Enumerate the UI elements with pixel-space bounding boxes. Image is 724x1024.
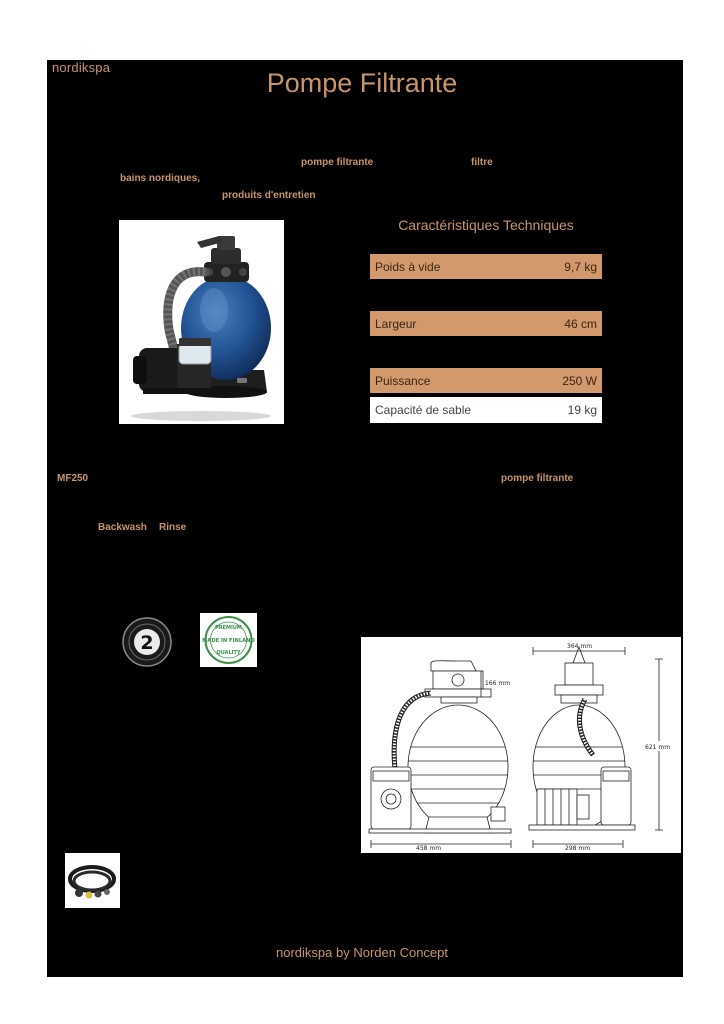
dim-valve-height: 166 mm <box>485 680 511 687</box>
hose-kit-image <box>65 853 120 908</box>
hose-kit-photo <box>65 853 120 908</box>
specs-heading: Caractéristiques Techniques <box>398 217 574 233</box>
spec-value: 19 kg <box>567 403 597 417</box>
keyword-filtre: filtre <box>471 157 493 168</box>
footer-text: nordikspa by Norden Concept <box>276 945 448 960</box>
dim-top-width: 364 mm <box>567 643 593 650</box>
spec-value: 46 cm <box>564 316 597 331</box>
keyword-produits-entretien: produits d'entretien <box>222 190 316 201</box>
warranty-badge <box>121 616 173 668</box>
dim-width-right: 298 mm <box>565 845 591 852</box>
spec-value: 9,7 kg <box>564 259 597 274</box>
keyword-bains-nordiques: bains nordiques, <box>120 173 201 184</box>
spec-label: Puissance <box>375 373 431 388</box>
premium-quality-stamp <box>200 613 257 667</box>
spec-row-weight <box>370 254 602 279</box>
spec-value: 250 W <box>562 373 597 388</box>
warranty-seal-icon <box>121 616 173 668</box>
dimensions-drawing <box>361 637 681 853</box>
product-photo <box>119 220 284 424</box>
dim-width-left: 458 mm <box>416 845 442 852</box>
technical-drawing <box>361 637 681 853</box>
warranty-years: 2 <box>140 632 154 654</box>
keyword-rinse: Rinse <box>159 522 187 533</box>
svg-text:MADE IN FINLAND: MADE IN FINLAND <box>202 638 255 644</box>
sand-filter-pump-image <box>119 220 284 424</box>
spec-label: Largeur <box>375 316 417 331</box>
keyword-backwash: Backwash <box>98 522 147 533</box>
svg-text:QUALITY: QUALITY <box>216 650 241 656</box>
spec-row-sand-capacity <box>370 397 602 423</box>
spec-row-power <box>370 368 602 393</box>
spec-label: Poids à vide <box>375 259 441 274</box>
spec-row-width <box>370 311 602 336</box>
made-in-finland-badge <box>200 613 257 667</box>
page-title: Pompe Filtrante <box>266 68 458 98</box>
keyword-model: MF250 <box>57 473 89 484</box>
dim-total-height: 621 mm <box>645 744 671 751</box>
spec-label: Capacité de sable <box>375 403 472 417</box>
brand-logo-text: nordikspa <box>52 60 111 75</box>
keyword-pompe-filtrante: pompe filtrante <box>301 157 374 168</box>
svg-text:PREMIUM: PREMIUM <box>215 625 242 631</box>
keyword-pompe-filtrante-2: pompe filtrante <box>501 473 574 484</box>
